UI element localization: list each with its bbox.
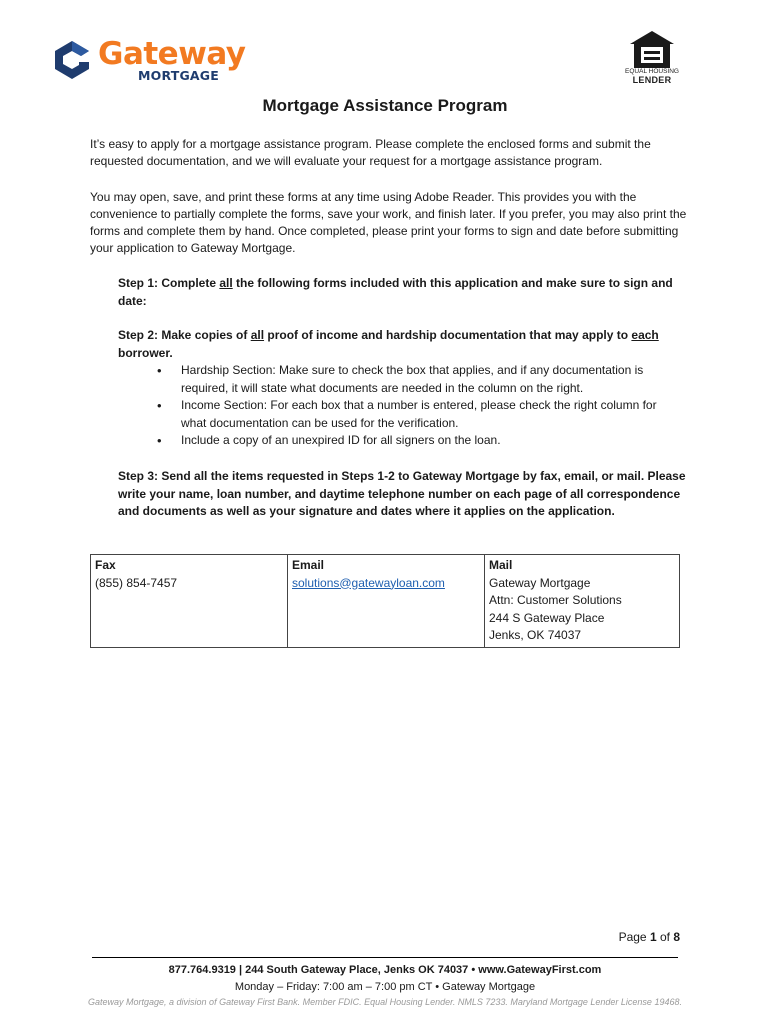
equal-housing-icon xyxy=(628,30,676,70)
mail-address-line: Jenks, OK 74037 xyxy=(489,628,582,642)
step-1: Step 1: Complete all the following forms included with this application and make sure to sign and date: xyxy=(118,276,673,308)
adobe-reader-paragraph: You may open, save, and print these forms at any time using Adobe Reader. This provides you with the convenience to partially complete the forms, save your work, and finish later. If you prefer, you may also print the forms and complete them by hand. Once completed, please print your forms to sign and date before submitting your application to Gateway Mortgage. xyxy=(90,190,687,255)
ehl-text-top: EQUAL HOUSING xyxy=(625,68,679,75)
table-row xyxy=(91,555,680,648)
footer-legal-line: Gateway Mortgage, a division of Gateway First Bank. Member FDIC. Equal Housing Lender. NMLS 7233. Maryland Mortgage Lender License 19468. xyxy=(88,997,682,1007)
mail-address-line: Attn: Customer Solutions xyxy=(489,593,622,607)
list-item: • Hardship Section: Make sure to check the box that applies, and if any documentation is required, it will state what documents are needed in the column on the right. xyxy=(155,362,675,397)
fax-number: (855) 854-7457 xyxy=(95,575,178,590)
mail-header: Mail xyxy=(489,558,513,572)
logo-subtitle: MORTGAGE xyxy=(138,68,219,83)
list-item: • Income Section: For each box that a number is entered, please check the right column for what documentation can be used for the verification. xyxy=(155,397,675,432)
ehl-text-bottom: LENDER xyxy=(632,75,672,85)
step-2: Step 2: Make copies of all proof of income and hardship documentation that may apply to each borrower. xyxy=(118,328,659,360)
step-3: Step 3: Send all the items requested in Steps 1-2 to Gateway Mortgage by fax, email, or mail. Please write your name, loan number, and daytime telephone number on each page of all correspondence and documents as well as your signature and dates where it applies on the application. xyxy=(118,469,686,518)
page-number: Page 1 of 8 xyxy=(618,930,680,944)
contact-methods-table xyxy=(90,554,680,648)
intro-paragraph: It’s easy to apply for a mortgage assistance program. Please complete the enclosed forms and submit the requested documentation, and we will evaluate your request for a mortgage assistance program. xyxy=(90,137,651,168)
email-header: Email xyxy=(292,558,325,572)
footer-divider xyxy=(92,957,678,958)
gateway-logo-mark-icon xyxy=(50,38,94,82)
page-title: Mortgage Assistance Program xyxy=(262,96,508,115)
email-link[interactable]: solutions@gatewayloan.com xyxy=(292,575,445,590)
logo-wordmark: Gateway xyxy=(98,36,246,72)
equal-housing-lender-logo xyxy=(624,30,680,86)
footer-contact-line: 877.764.9319 | 244 South Gateway Place, Jenks OK 74037 • www.GatewayFirst.com xyxy=(168,964,602,976)
fax-cell xyxy=(91,555,288,648)
email-cell xyxy=(288,555,485,648)
mail-address-line: Gateway Mortgage xyxy=(489,575,591,590)
page-header xyxy=(0,0,770,96)
mail-cell xyxy=(485,555,680,648)
list-item: • Include a copy of an unexpired ID for all signers on the loan. xyxy=(155,432,675,450)
footer-hours-line: Monday – Friday: 7:00 am – 7:00 pm CT • Gateway Mortgage xyxy=(234,981,536,993)
fax-header: Fax xyxy=(95,558,116,572)
gateway-logo xyxy=(50,36,246,84)
mail-address-line: 244 S Gateway Place xyxy=(489,610,605,625)
step-2-bullet-list xyxy=(155,362,675,450)
